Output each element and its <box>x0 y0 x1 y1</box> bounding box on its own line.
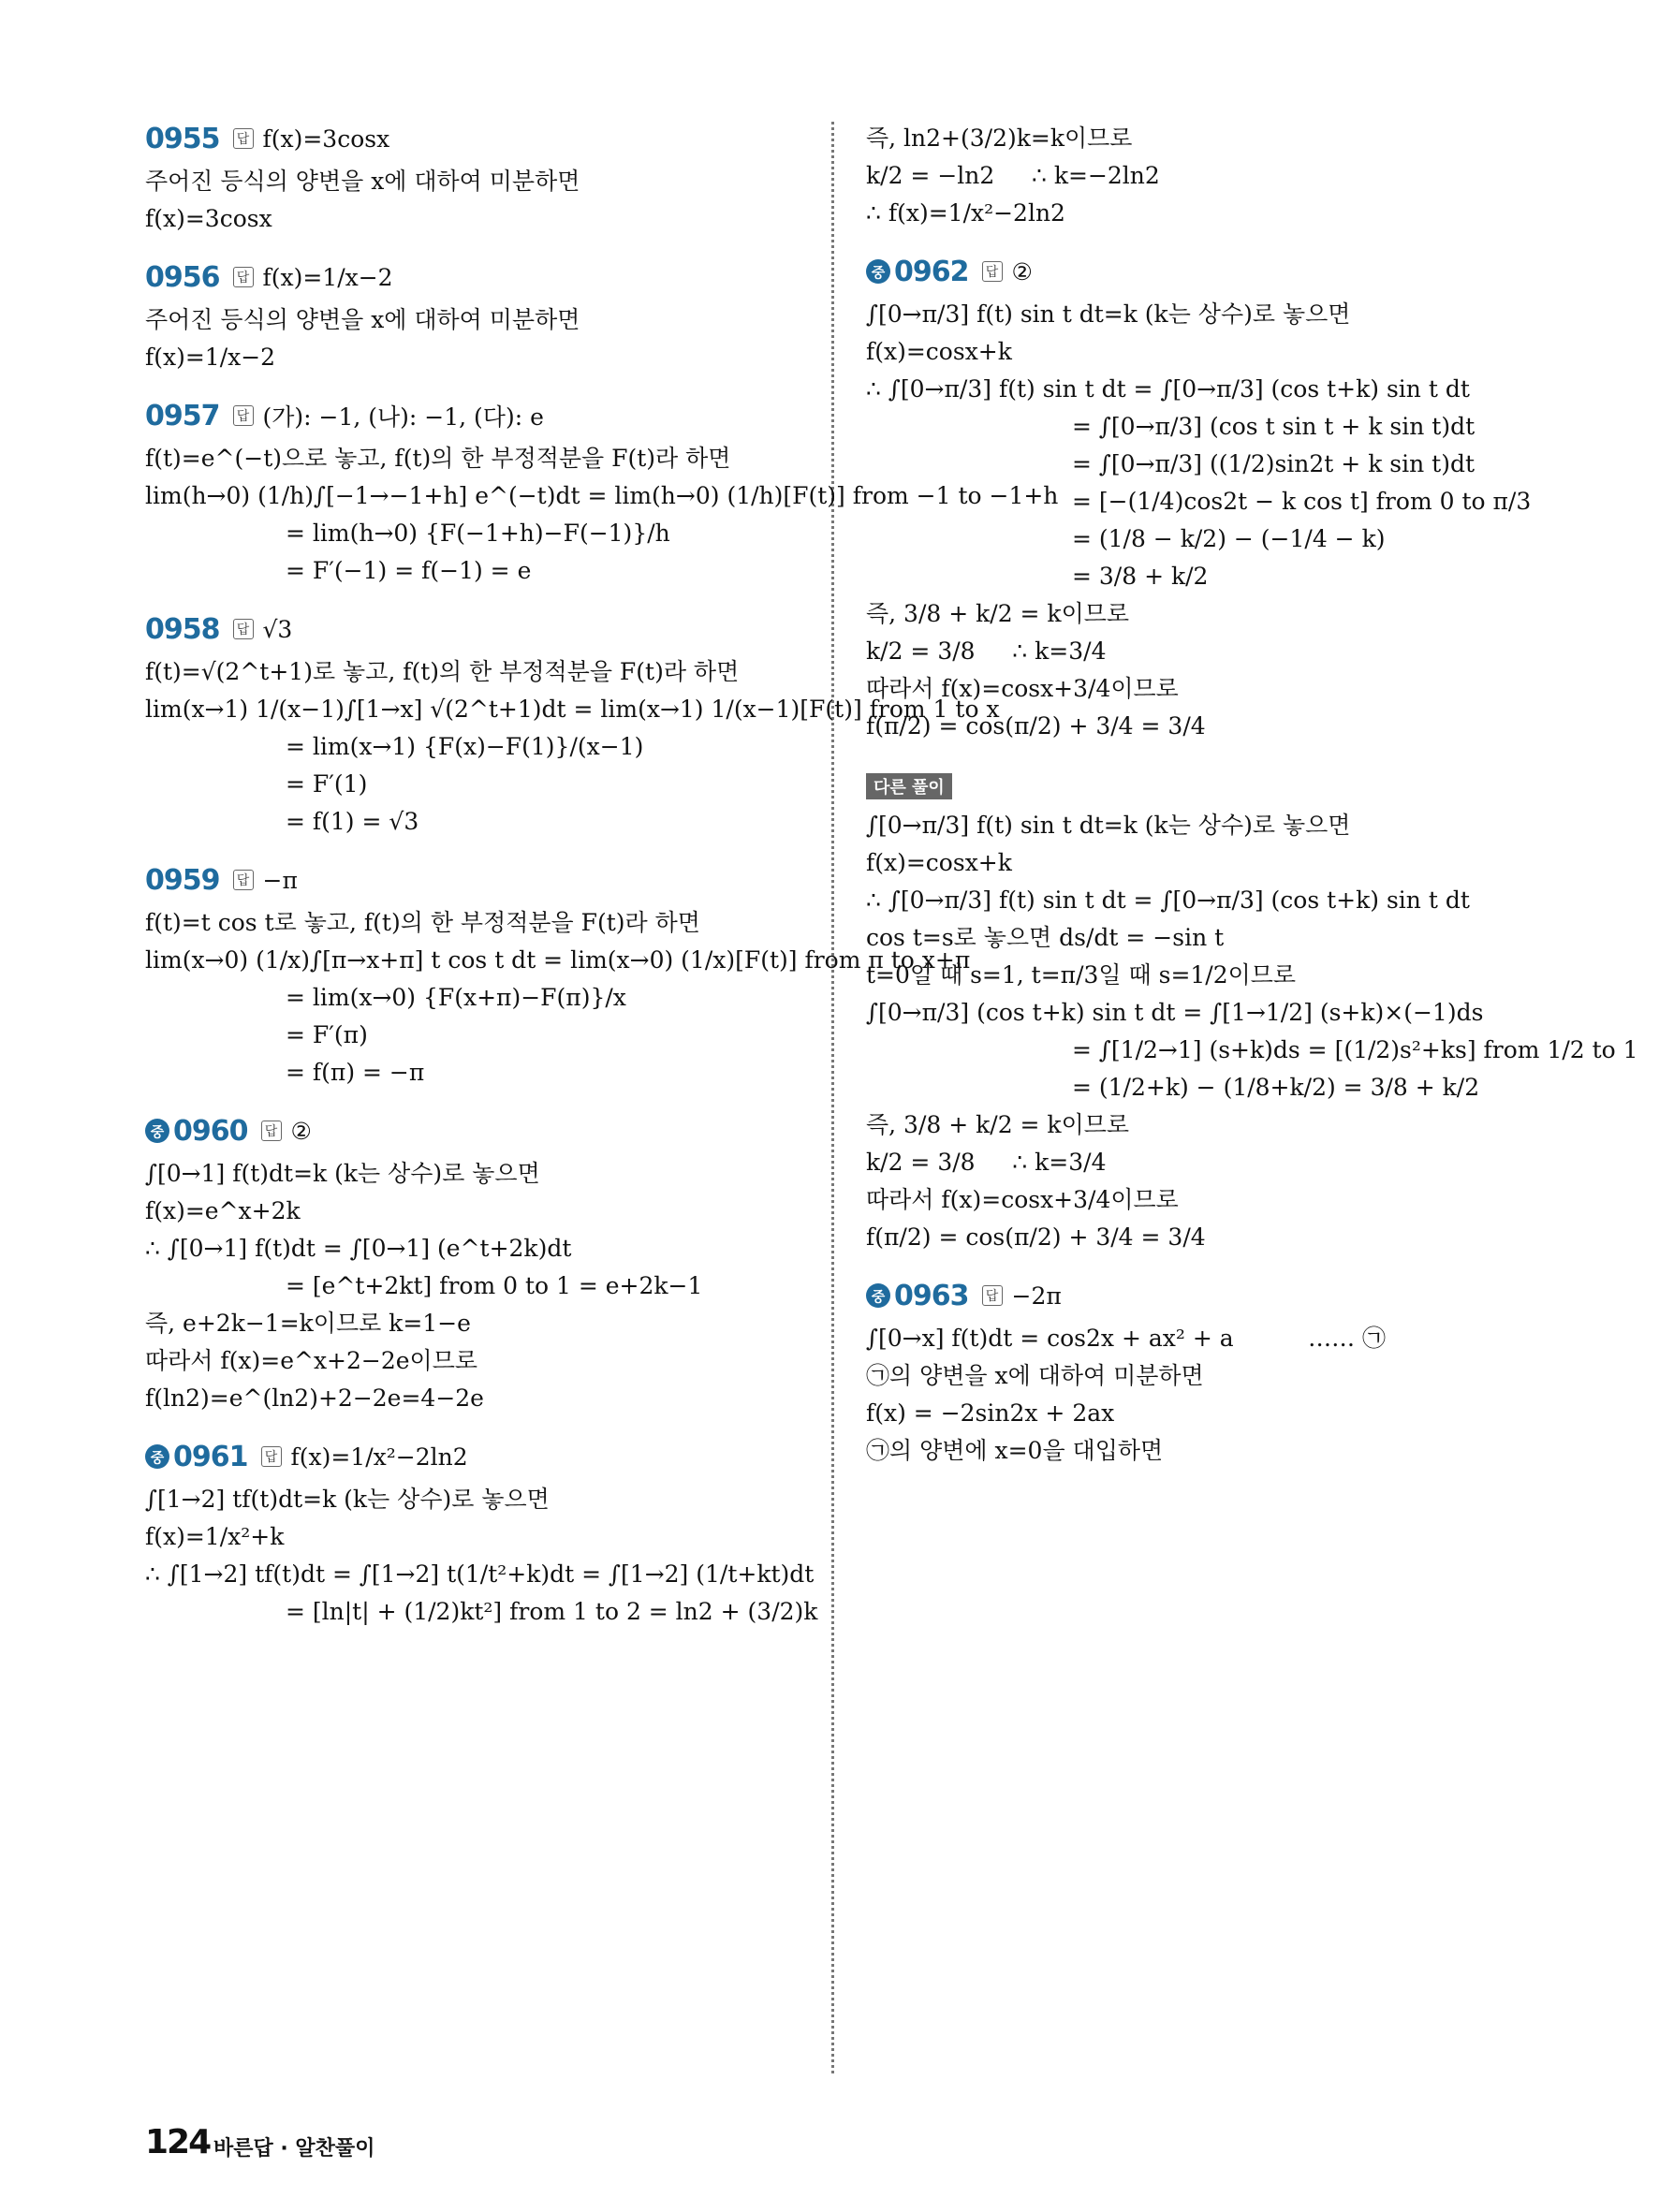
solution-line: 즉, 3/8 + k/2 = k이므로 <box>866 600 1130 627</box>
solution-line: ∫[0→π/3] f(t) sin t dt=k (k는 상수)로 놓으면 <box>866 300 1351 328</box>
solution-line: f(t)=√(2^t+1)로 놓고, f(t)의 한 부정적분을 F(t)라 하면 <box>145 658 740 685</box>
solution-line: = ∫[0→π/3] (cos t sin t + k sin t)dt <box>1072 413 1475 440</box>
level-badge: 중 <box>866 259 890 284</box>
solution-line: ∴ f(x)=1/x²−2ln2 <box>866 199 1065 227</box>
solution-line: = (1/2+k) − (1/8+k/2) = 3/8 + k/2 <box>1072 1074 1480 1101</box>
solution-line: ∴ ∫[1→2] tf(t)dt = ∫[1→2] t(1/t²+k)dt = ∫[1→2] (1/t+kt)dt <box>145 1560 815 1588</box>
problem-block <box>145 120 800 238</box>
answer-icon: 답 <box>233 128 254 149</box>
solution-line: = 3/8 + k/2 <box>1072 563 1209 590</box>
solution-line: f(t)=t cos t로 놓고, f(t)의 한 부정적분을 F(t)라 하면 <box>145 909 700 936</box>
page-number: 124 <box>145 2123 211 2161</box>
solution-line: = [ln|t| + (1/2)kt²] from 1 to 2 = ln2 + (3/2)k <box>286 1598 818 1625</box>
solution-line: 주어진 등식의 양변을 x에 대하여 미분하면 <box>145 168 580 195</box>
problem-block <box>145 1112 800 1417</box>
solution-line: 따라서 f(x)=cosx+3/4이므로 <box>866 1186 1179 1213</box>
solution-line: ∫[0→π/3] f(t) sin t dt=k (k는 상수)로 놓으면 <box>866 812 1351 839</box>
solution-line: ∫[1→2] tf(t)dt=k (k는 상수)로 놓으면 <box>145 1486 550 1513</box>
solution-line: = F′(1) <box>286 770 368 798</box>
solution-line: t=0일 때 s=1, t=π/3일 때 s=1/2이므로 <box>866 961 1297 989</box>
answer-icon: 답 <box>233 267 254 287</box>
answer-text: f(x)=3cosx <box>262 125 390 153</box>
answer-text: √3 <box>262 615 293 643</box>
problem-number: 0961 <box>173 1440 248 1473</box>
solution-line: cos t=s로 놓으면 ds/dt = −sin t <box>866 924 1225 951</box>
solution-line: 따라서 f(x)=cosx+3/4이므로 <box>866 675 1179 702</box>
problem-header <box>866 1277 1578 1314</box>
solution-line: ㉠의 양변을 x에 대하여 미분하면 <box>866 1362 1204 1389</box>
problem-block <box>145 1438 818 1631</box>
answer-icon: 답 <box>982 1285 1003 1306</box>
solution-line: 즉, ln2+(3/2)k=k이므로 <box>866 125 1133 152</box>
answer-text: −2π <box>1011 1282 1062 1310</box>
problem-header <box>145 120 800 157</box>
solution-line: 즉, 3/8 + k/2 = k이므로 <box>866 1111 1130 1138</box>
problem-number: 0962 <box>894 255 969 288</box>
level-badge: 중 <box>866 1283 890 1308</box>
level-badge: 중 <box>145 1444 169 1469</box>
problem-block <box>866 120 1578 232</box>
solution-line: ∫[0→1] f(t)dt=k (k는 상수)로 놓으면 <box>145 1160 540 1187</box>
solution-line: = (1/8 − k/2) − (−1/4 − k) <box>1072 525 1386 552</box>
problem-number: 0955 <box>145 122 220 155</box>
solution-line: ∫[0→x] f(t)dt = cos2x + ax² + a …… ㉠ <box>866 1325 1387 1352</box>
solution-line: f(x)=cosx+k <box>866 849 1012 876</box>
problem-header <box>145 861 800 899</box>
solution-line: f(x)=cosx+k <box>866 338 1012 365</box>
solution-line: lim(x→1) 1/(x−1)∫[1→x] √(2^t+1)dt = lim(x→1) 1/(x−1)[F(t)] from 1 to x <box>145 696 1000 723</box>
problem-number: 0959 <box>145 863 220 897</box>
problem-number: 0956 <box>145 260 220 294</box>
solution-line: = f(π) = −π <box>286 1059 425 1086</box>
problem-block <box>866 766 1638 1256</box>
right-column <box>866 120 1638 1490</box>
solution-line: f(x)=1/x²+k <box>145 1523 285 1550</box>
answer-text: f(x)=1/x−2 <box>262 263 393 291</box>
problem-header <box>145 397 800 434</box>
column-divider <box>831 122 834 2073</box>
answer-icon: 답 <box>233 870 254 890</box>
answer-text: f(x)=1/x²−2ln2 <box>290 1443 468 1471</box>
solution-line: f(x)=1/x−2 <box>145 344 276 371</box>
solution-line: k/2 = 3/8 ∴ k=3/4 <box>866 637 1107 665</box>
solution-line: = F′(π) <box>286 1021 368 1048</box>
solution-line: k/2 = −ln2 ∴ k=−2ln2 <box>866 162 1160 189</box>
problem-header <box>145 610 800 648</box>
answer-icon: 답 <box>982 261 1003 282</box>
problem-number: 0957 <box>145 399 220 432</box>
level-badge: 중 <box>145 1119 169 1143</box>
problem-header <box>145 258 800 296</box>
solution-line: f(t)=e^(−t)으로 놓고, f(t)의 한 부정적분을 F(t)라 하면 <box>145 445 731 472</box>
solution-line: f(x) = −2sin2x + 2ax <box>866 1399 1115 1427</box>
problem-block <box>866 253 1578 745</box>
alt-solution-badge: 다른 풀이 <box>866 773 952 799</box>
problem-block <box>145 258 800 376</box>
problem-block <box>866 1277 1578 1470</box>
solution-line: f(x)=e^x+2k <box>145 1197 301 1224</box>
solution-line: lim(h→0) (1/h)∫[−1→−1+h] e^(−t)dt = lim(h→0) (1/h)[F(t)] from −1 to −1+h <box>145 482 1059 509</box>
page-label: 바른답 · 알찬풀이 <box>213 2137 375 2161</box>
solution-line: = ∫[0→π/3] ((1/2)sin2t + k sin t)dt <box>1072 450 1475 477</box>
answer-text: −π <box>262 866 298 894</box>
solution-line: f(π/2) = cos(π/2) + 3/4 = 3/4 <box>866 1223 1206 1251</box>
answer-icon: 답 <box>233 619 254 639</box>
solution-line: ∴ ∫[0→1] f(t)dt = ∫[0→1] (e^t+2k)dt <box>145 1235 572 1262</box>
solution-line: ∴ ∫[0→π/3] f(t) sin t dt = ∫[0→π/3] (cos t+k) sin t dt <box>866 886 1470 914</box>
answer-text: ② <box>1011 257 1033 286</box>
solution-line: f(π/2) = cos(π/2) + 3/4 = 3/4 <box>866 712 1206 740</box>
solution-line: = F′(−1) = f(−1) = e <box>286 557 532 584</box>
problem-header <box>145 1112 800 1150</box>
solution-line: = lim(x→0) {F(x+π)−F(π)}/x <box>286 984 626 1011</box>
solution-line: ∴ ∫[0→π/3] f(t) sin t dt = ∫[0→π/3] (cos t+k) sin t dt <box>866 375 1470 403</box>
answer-icon: 답 <box>261 1121 282 1141</box>
problem-block <box>145 397 1059 590</box>
answer-icon: 답 <box>261 1446 282 1467</box>
solution-line: ㉠의 양변에 x=0을 대입하면 <box>866 1437 1164 1464</box>
solution-line: 즉, e+2k−1=k이므로 k=1−e <box>145 1310 471 1337</box>
solution-line: = lim(x→1) {F(x)−F(1)}/(x−1) <box>286 733 644 760</box>
problem-number: 0958 <box>145 612 220 646</box>
solution-line: = lim(h→0) {F(−1+h)−F(−1)}/h <box>286 520 670 547</box>
solution-line: f(x)=3cosx <box>145 205 272 232</box>
solution-line: = f(1) = √3 <box>286 808 419 835</box>
solution-line: = ∫[1/2→1] (s+k)ds = [(1/2)s²+ks] from 1/2 to 1 <box>1072 1036 1638 1063</box>
answer-icon: 답 <box>233 405 254 426</box>
solution-line: ∫[0→π/3] (cos t+k) sin t dt = ∫[1→1/2] (s+k)×(−1)ds <box>866 999 1484 1026</box>
problem-number: 0963 <box>894 1279 969 1312</box>
solution-line: lim(x→0) (1/x)∫[π→x+π] t cos t dt = lim(x→0) (1/x)[F(t)] from π to x+π <box>145 946 971 974</box>
answer-text: (가): −1, (나): −1, (다): e <box>262 403 544 431</box>
problem-header <box>145 1438 800 1475</box>
problem-number: 0960 <box>173 1114 248 1148</box>
solution-line: = [e^t+2kt] from 0 to 1 = e+2k−1 <box>286 1272 703 1299</box>
solution-line: 주어진 등식의 양변을 x에 대하여 미분하면 <box>145 306 580 333</box>
answer-text: ② <box>290 1117 312 1145</box>
problem-header <box>866 253 1578 290</box>
problem-block <box>145 861 971 1091</box>
solution-line: = [−(1/4)cos2t − k cos t] from 0 to π/3 <box>1072 488 1532 515</box>
solution-line: 따라서 f(x)=e^x+2−2e이므로 <box>145 1347 477 1374</box>
solution-line: k/2 = 3/8 ∴ k=3/4 <box>866 1149 1107 1176</box>
solution-line: f(ln2)=e^(ln2)+2−2e=4−2e <box>145 1384 484 1412</box>
